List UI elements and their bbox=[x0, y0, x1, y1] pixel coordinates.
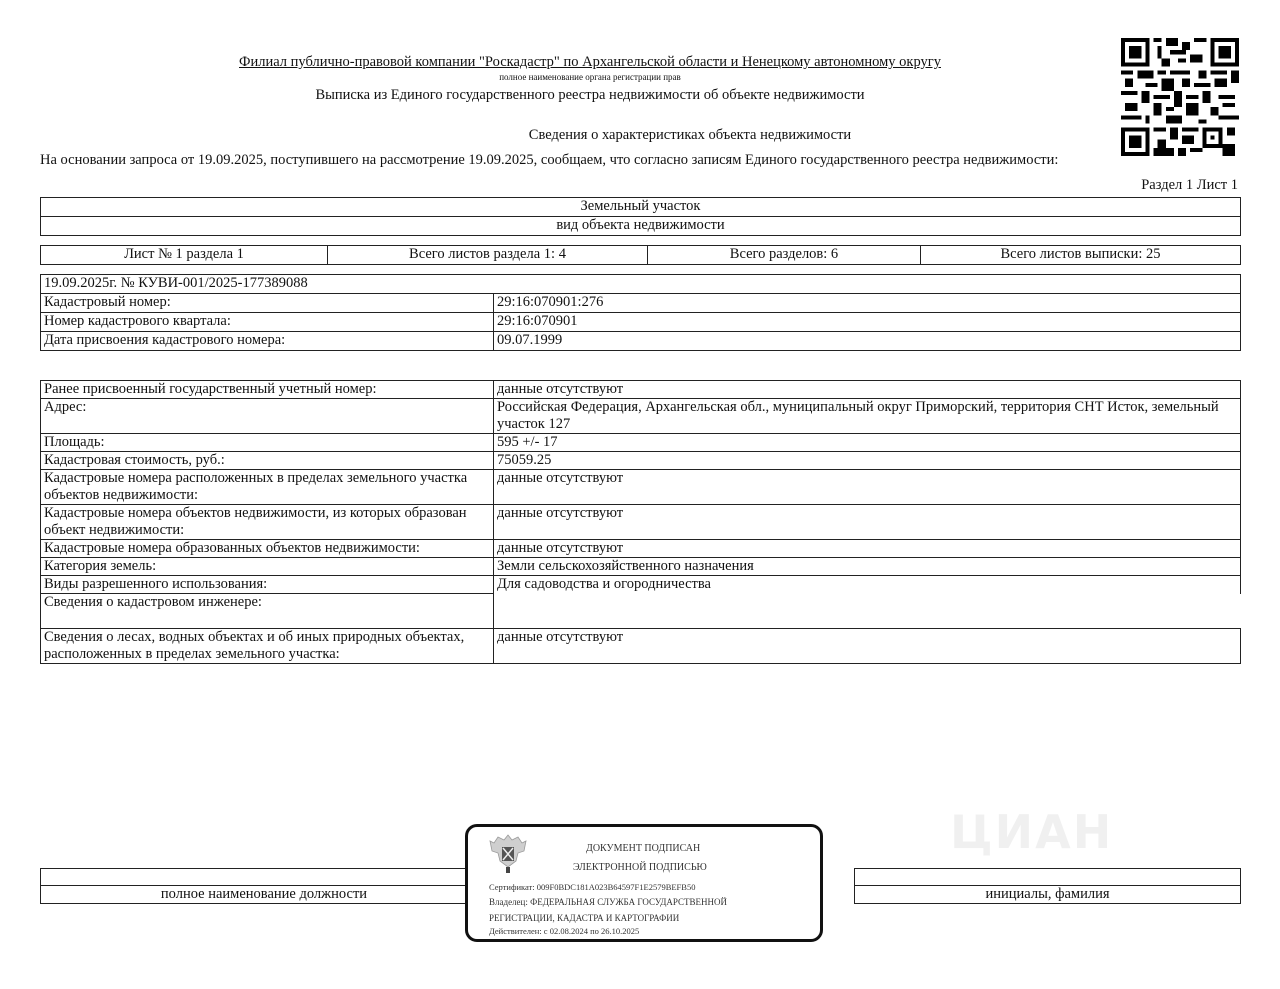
row-label: Сведения о лесах, водных объектах и об иных природных объектах, расположенных в пределах земельного участка: bbox=[41, 629, 494, 664]
cadastral-number-date: 09.07.1999 bbox=[494, 332, 1241, 351]
row-value: данные отсутствуют bbox=[494, 470, 1241, 505]
object-kind-table bbox=[40, 197, 1241, 236]
cadastral-value: 75059.25 bbox=[494, 452, 1241, 470]
row-label: Категория земель: bbox=[41, 558, 494, 576]
cadastral-engineer-value bbox=[494, 594, 1241, 629]
cadastral-quarter: 29:16:070901 bbox=[494, 313, 1241, 332]
row-value: данные отсутствуют bbox=[494, 629, 1241, 664]
document-subtitle: Сведения о характеристиках объекта недвижимости bbox=[528, 127, 852, 143]
stamp-line-1: ДОКУМЕНТ ПОДПИСАН bbox=[586, 843, 701, 854]
object-kind-caption: вид объекта недвижимости bbox=[41, 217, 1241, 236]
registration-authority-name: Филиал публично-правовой компании "Роскадастр" по Архангельской области и Ненецкому автономному округу bbox=[239, 54, 941, 70]
row-value: данные отсутствуют bbox=[494, 540, 1241, 558]
row-label: Дата присвоения кадастрового номера: bbox=[41, 332, 494, 351]
cadastral-number: 29:16:070901:276 bbox=[494, 294, 1241, 313]
sheets-info-table bbox=[40, 245, 1241, 265]
row-label: Кадастровые номера расположенных в пределах земельного участка объектов недвижимости: bbox=[41, 470, 494, 505]
position-caption: полное наименование должности bbox=[41, 886, 488, 904]
row-label: Адрес: bbox=[41, 399, 494, 434]
row-label: Площадь: bbox=[41, 434, 494, 452]
row-label: Сведения о кадастровом инженере: bbox=[41, 594, 494, 629]
row-label: Кадастровые номера образованных объектов недвижимости: bbox=[41, 540, 494, 558]
extract-reference-number: 19.09.2025г. № КУВИ-001/2025-177389088 bbox=[41, 275, 1241, 294]
section-sheet-label: Раздел 1 Лист 1 bbox=[1141, 177, 1238, 193]
stamp-owner-line-2: РЕГИСТРАЦИИ, КАДАСТРА И КАРТОГРАФИИ bbox=[489, 913, 680, 923]
table-row bbox=[41, 505, 1241, 540]
table-row bbox=[41, 470, 1241, 505]
registration-authority-caption: полное наименование органа регистрации прав bbox=[499, 72, 681, 82]
table-row bbox=[41, 399, 1241, 434]
row-value: данные отсутствуют bbox=[494, 505, 1241, 540]
stamp-line-2: ЭЛЕКТРОННОЙ ПОДПИСЬЮ bbox=[573, 862, 707, 873]
stamp-certificate: Сертификат: 009F0BDC181A023B64597F1E2579BEFB50 bbox=[489, 882, 696, 892]
name-caption: инициалы, фамилия bbox=[855, 886, 1241, 904]
table-row bbox=[41, 452, 1241, 470]
row-label: Виды разрешенного использования: bbox=[41, 576, 494, 594]
sheet-number: Лист № 1 раздела 1 bbox=[41, 246, 328, 265]
table-row bbox=[41, 381, 1241, 399]
object-kind-value: Земельный участок bbox=[41, 198, 1241, 217]
table-row bbox=[41, 558, 1241, 576]
document-title: Выписка из Единого государственного реестра недвижимости об объекте недвижимости bbox=[315, 87, 865, 103]
position-field bbox=[41, 869, 488, 886]
permitted-use-value: Для садоводства и огородничества bbox=[494, 576, 1241, 594]
qr-code-icon bbox=[1120, 38, 1240, 156]
watermark-text: ЦИАН bbox=[950, 805, 1114, 859]
coat-of-arms-icon bbox=[486, 831, 530, 875]
table-row bbox=[41, 576, 1241, 594]
identification-table bbox=[40, 274, 1241, 351]
land-category-value: Земли сельскохозяйственного назначения bbox=[494, 558, 1241, 576]
table-row bbox=[41, 294, 1241, 313]
row-label: Ранее присвоенный государственный учетный номер: bbox=[41, 381, 494, 399]
request-basis-text: На основании запроса от 19.09.2025, поступившего на рассмотрение 19.09.2025, сообщаем, что согласно записям Единого государственного реестра недвижимости: bbox=[40, 152, 1059, 168]
row-label: Кадастровый номер: bbox=[41, 294, 494, 313]
total-sections: Всего разделов: 6 bbox=[648, 246, 921, 265]
stamp-validity: Действителен: с 02.08.2024 по 26.10.2025 bbox=[489, 926, 640, 936]
table-row bbox=[41, 313, 1241, 332]
stamp-owner-line-1: Владелец: ФЕДЕРАЛЬНАЯ СЛУЖБА ГОСУДАРСТВЕННОЙ bbox=[489, 897, 728, 907]
table-row bbox=[41, 434, 1241, 452]
total-extract-sheets: Всего листов выписки: 25 bbox=[921, 246, 1241, 265]
name-field bbox=[855, 869, 1241, 886]
row-label: Кадастровая стоимость, руб.: bbox=[41, 452, 494, 470]
table-row bbox=[41, 540, 1241, 558]
electronic-signature-stamp bbox=[465, 824, 823, 942]
characteristics-table bbox=[40, 380, 1241, 664]
total-section-sheets: Всего листов раздела 1: 4 bbox=[328, 246, 648, 265]
table-row bbox=[41, 332, 1241, 351]
row-label: Номер кадастрового квартала: bbox=[41, 313, 494, 332]
row-label: Кадастровые номера объектов недвижимости, из которых образован объект недвижимости: bbox=[41, 505, 494, 540]
table-row bbox=[41, 629, 1241, 664]
address-value: Российская Федерация, Архангельская обл., муниципальный округ Приморский, территория СНТ Исток, земельный участок 127 bbox=[494, 399, 1241, 434]
row-value: данные отсутствуют bbox=[494, 381, 1241, 399]
area-value: 595 +/- 17 bbox=[494, 434, 1241, 452]
table-row bbox=[41, 594, 1241, 629]
